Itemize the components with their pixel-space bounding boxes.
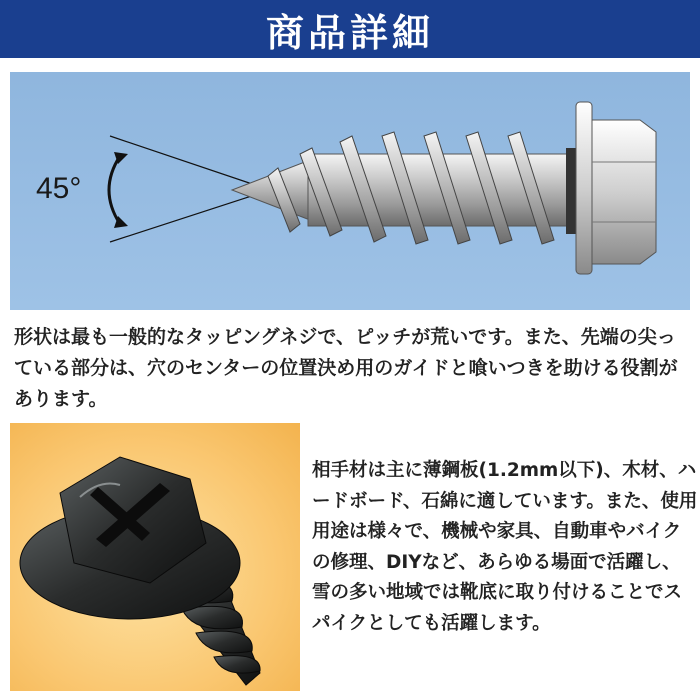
page-title: 商品詳細 xyxy=(265,10,434,55)
silver-screw-image xyxy=(10,72,690,310)
black-screw-image xyxy=(10,423,300,691)
screw-diagram-panel xyxy=(10,72,690,310)
description-text: 形状は最も一般的なタッピングネジで、ピッチが荒いです。また、先端の尖っている部分は、穴のセンターの位置決め用のガイドと喰いつきを助ける役割があります。 xyxy=(14,326,678,410)
black-screw-photo-panel xyxy=(10,423,300,691)
header-banner xyxy=(0,0,700,58)
usage-text: 相手材は主に薄鋼板(1.2mm以下)、木材、ハードボード、石綿に適しています。また、使用用途は様々で、機械や家具、自動車やバイクの修理、DIYなど、あらゆる場面で活躍し、雪の多い地域では靴底に取り付けることでスパイクとしても活躍します。 xyxy=(312,460,698,634)
angle-label: 45° xyxy=(36,172,82,205)
